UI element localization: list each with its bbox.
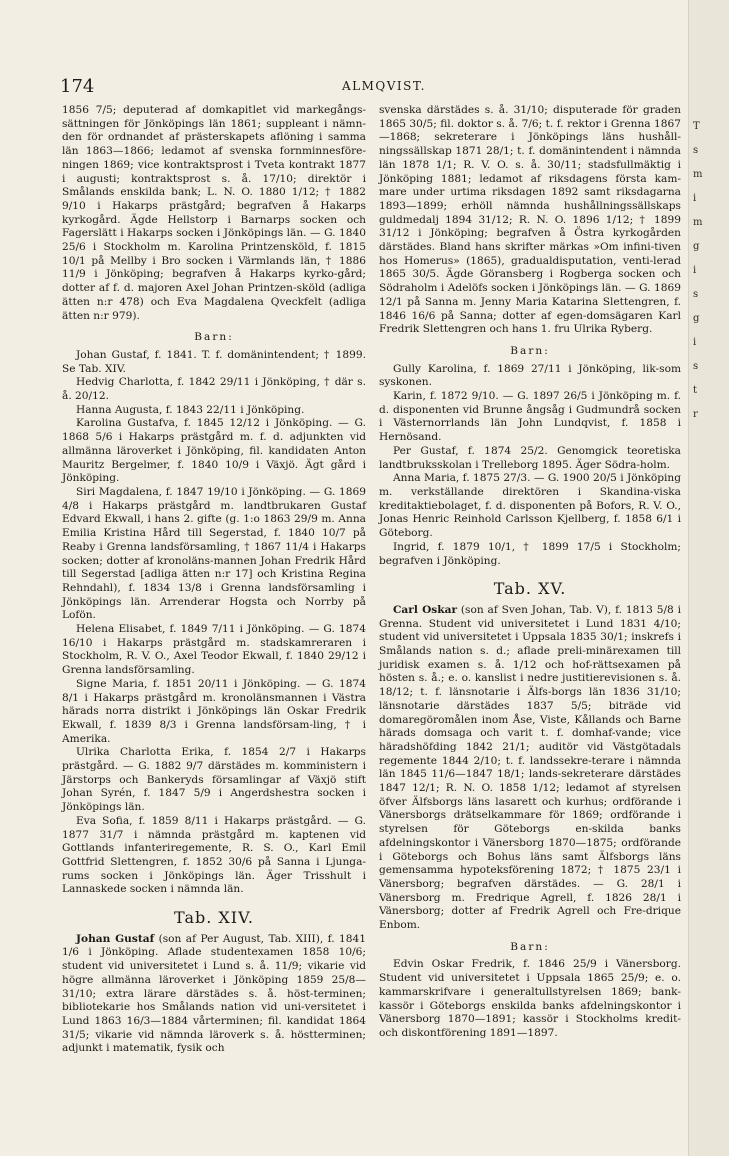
left-column	[62, 104, 366, 1056]
table-entry-text: (son af Per August, Tab. XIII), f. 1841 1/6 i Jönköping. Aflade studentexamen 1858 10/6; student vid universitetet i Lund s. å. 11/9; vikarie vid högre allmänna läroverket i Jönköping 1859 25/8—31/10; extra lärare därstädes s. å. höst-terminen; bibliotekarie hos Smålands nation vid uni-versitetet i Lund 1863 16/3—1884 vårterminen; fil. kandidat 1864 31/5; vikarie vid nämnda läroverk s. å. höstterminen; adjunkt i matematik, fysik och	[62, 932, 366, 1055]
adjacent-page-letters	[693, 115, 727, 427]
child-entry: Karolina Gustafva, f. 1845 12/12 i Jönköping. — G. 1868 5/6 i Hakarps prästgård m. f. d. adjunkten vid allmänna läroverket i Jönköping, fil. kandidaten Anton Mauritz Bergelmer, f. 1840 10/9 i Växjö. Ägt gård i Jönköping.	[62, 417, 366, 485]
page-number: 174	[60, 76, 95, 97]
edge-letter: g	[693, 241, 700, 252]
page-header	[60, 76, 680, 98]
child-entry: Per Gustaf, f. 1874 25/2. Genomgick teoretiska landtbruksskolan i Trelleborg 1895. Äger Södra-holm.	[379, 444, 681, 471]
table-heading: Tab. XV.	[493, 579, 567, 599]
edge-letter: m	[693, 217, 703, 228]
table-entry	[379, 604, 681, 933]
edge-letter: s	[693, 289, 699, 300]
edge-letter: i	[693, 265, 697, 276]
person-name: Carl Oskar	[393, 603, 458, 616]
child-entry: Signe Maria, f. 1851 20/11 i Jönköping. — G. 1874 8/1 i Hakarps prästgård m. kronolänsmannen i Västra härads norra distrikt i Jönköpings län Oskar Fredrik Ekwall, f. 1839 8/3 i Grenna landsförsam-ling, † i Amerika.	[62, 677, 366, 745]
right-column	[379, 104, 681, 1041]
child-entry: Ingrid, f. 1879 10/1, † 1899 17/5 i Stockholm; begrafven i Jönköping.	[379, 540, 681, 567]
child-entry: Ulrika Charlotta Erika, f. 1854 2/7 i Hakarps prästgård. — G. 1882 9/7 därstädes m. komministern i Järstorps och Bankeryds församlingar af Växjö stift Johan Syrén, f. 1847 5/9 i Angerdshestra socken i Jönköpings län.	[62, 746, 366, 814]
table-entry-text: (son af Sven Johan, Tab. V), f. 1813 5/8 i Grenna. Student vid universitetet i Lund 1831 4/10; student vid universitetet i Uppsala 1835 30/1; inskrefs i Smålands nation s. d.; aflade preli-minärexamen till juridisk examen s. å. 1/12 och hof-rättsexamen på hösten s. å.; e. o. kanslist i nedre justitierevisionen s. å. 18/12; t. f. länsnotarie i Älfs-borgs län 1836 31/10; länsnotarie därstädes 1837 5/5; biträde vid domaregöromålen inom Åse, Viste, Kållands och Barne härads domsaga och varit t. f. domhaf-vande; vice häradshöfding 1842 21/1; auditör vid Västgötadals regemente 1844 2/10; t. f. landssekre-terare i nämnda län 1845 11/6—1847 18/1; lands-sekreterare därstädes 1847 12/1; R. N. O. 1858 1/12; ledamot af styrelsen öfver Älfsborgs läns lasarett och kurhus; ordförande i Vänersborgs drätselkammare för 1869; ordförande i styrelsen för Göteborgs en-skilda banks afdelningskontor i Vänersborg 1870—1875; ordförande i Göteborgs och Bohus läns samt Älfsborgs läns gemensamma hypoteksförening 1872; † 1875 23/1 i Vänersborg; begrafven därstädes. — G. 28/1 i Vänersborg m. Fredrique Agrell, f. 1826 28/1 i Vänersborg; dotter af Fredrik Agrell och Fre-drique Enbom.	[379, 603, 681, 932]
edge-letter: T	[693, 121, 700, 132]
child-entry: Karin, f. 1872 9/10. — G. 1897 26/5 i Jönköping m. f. d. disponenten vid Brunne ångsåg i Gudmundrå socken i Västernorrlands län John Lundqvist, f. 1858 i Hernösand.	[379, 390, 681, 444]
child-entry: Helena Elisabet, f. 1849 7/11 i Jönköping. — G. 1874 16/10 i Hakarps prästgård m. stadskamreraren i Stockholm, R. V. O., Axel Teodor Ekwall, f. 1840 29/12 i Grenna landsförsamling.	[62, 623, 366, 677]
adjacent-page-edge	[688, 0, 729, 1156]
child-entry: Gully Karolina, f. 1869 27/11 i Jönköping, lik-som syskonen.	[379, 362, 681, 389]
child-entry: Hanna Augusta, f. 1843 22/11 i Jönköping.	[76, 403, 305, 416]
child-entry: Edvin Oskar Fredrik, f. 1846 25/9 i Vänersborg. Student vid universitetet i Uppsala 1865 25/9; e. o. kammarskrifvare i generaltullstyrelsen 1869; bank-kassör i Göteborgs enskilda banks afdelningskontor i Vänersborg 1870—1891; kassör i Stockholms kredit-och diskontförening 1891—1897.	[379, 958, 681, 1039]
edge-letter: t	[693, 385, 698, 396]
child-entry: Siri Magdalena, f. 1847 19/10 i Jönköping. — G. 1869 4/8 i Hakarps prästgård m. landtbrukaren Gustaf Edvard Ekwall, i hans 2. gifte (g. 1:o 1863 29/9 m. Anna Emilia Kristina Hård till Segerstad, f. 1840 10/7 på Reaby i Grenna landsförsamling, † 1867 11/4 i Hakarps socken; dotter af kronoläns-mannen Johan Fredrik Hård till Segerstad [adliga ätten n:r 17] och Kristina Regina Rehndahl), f. 1834 13/8 i Grenna landsförsamling i Jönköpings län. Arrenderar Hogsta och Norrby på Lofön.	[62, 485, 366, 622]
edge-letter: s	[693, 361, 699, 372]
edge-letter: i	[693, 337, 697, 348]
person-name: Johan Gustaf	[76, 932, 155, 945]
table-entry	[62, 933, 366, 1056]
child-entry: Anna Maria, f. 1875 27/3. — G. 1900 20/5 i Jönköping m. verkställande direktören i Skandina-viska kreditaktiebolaget, f. d. disponenten på Bofors, R. V. O., Jonas Henric Reinhold Carlsson Kjellberg, f. 1858 6/1 i Göteborg.	[379, 472, 681, 540]
edge-letter: s	[693, 145, 699, 156]
continued-entry-text: svenska därstädes s. å. 31/10; disputerade för graden 1865 30/5; fil. doktor s. å. 7/6; t. f. rektor i Grenna 1867—1868; sekreterare i Jönköpings läns hushåll-ningssällskap 1871 28/1; t. f. domänintendent i nämnda län 1878 1/1; R. V. O. s. å. 30/11; stadsfullmäktig i Jönköping 1881; ledamot af riksdagens första kam-mare under urtima riksdagen 1892 samt riksdagarna 1893—1899; erhöll nämnda hushållningssällskaps guldmedalj 1894 31/12; R. N. O. 1896 1/12; † 1899 31/12 i Jönköping; begrafven å Östra kyrkogården därstädes. Bland hans skrifter märkas »Om infini-tiven hos Homerus» (1865), gradualdisputation, venti-lerad 1865 30/5. Ägde Göransberg i Rogberga socken och Södraholm i Adelöfs socken i Jönköpings län. — G. 1869 12/1 på Sanna m. Jenny Maria Katarina Slettengren, f. 1846 16/6 på Sanna; dotter af egen-domsägaren Karl Fredrik Slettengren och hans 1. fru Ulrika Ryberg.	[379, 104, 681, 336]
table-heading: Tab. XIV.	[174, 908, 254, 928]
edge-letter: m	[693, 169, 703, 180]
children-heading: Barn:	[510, 940, 550, 953]
edge-letter: g	[693, 313, 700, 324]
child-entry: Johan Gustaf, f. 1841. T. f. domänintendent; † 1899. Se Tab. XIV.	[62, 348, 366, 375]
children-heading: Barn:	[194, 331, 234, 344]
continued-entry-text: 1856 7/5; deputerad af domkapitlet vid markegångs-sättningen för Jönköpings län 1861; suppleant i nämn-den för ordnandet af prästerskapets aflöning i samma län 1863—1866; ledamot af svenska fornminnesföre-ningen 1869; vice kontraktsprost i Tveta kontrakt 1877 i augusti; kontraktsprost s. å. 17/10; direktör i Smålands enskilda bank; L. N. O. 1880 1/12; † 1882 9/10 i Hakarps prästgård; begrafven å Hakarps kyrkogård. Ägde Hellstorp i Barnarps socken och Fagerslätt i Hakarps socken i Jönköpings län. — G. 1840 25/6 i Stockholm m. Karolina Printzensköld, f. 1815 10/1 på Mellby i Bro socken i Värmlands län, † 1886 11/9 i Jönköping; begrafven å Hakarps kyrko-gård; dotter af f. d. majoren Axel Johan Printzen-sköld (adliga ätten n:r 478) och Eva Magdalena Qveckfelt (adliga ätten n:r 979).	[62, 104, 366, 322]
edge-letter: i	[693, 193, 697, 204]
child-entry: Eva Sofia, f. 1859 8/11 i Hakarps prästgård. — G. 1877 31/7 i nämnda prästgård m. kaptenen vid Gottlands infanteriregemente, R. S. O., Karl Emil Gottfrid Slettengren, f. 1852 30/6 på Sanna i Ljunga-rums socken i Jönköpings län. Äger Trisshult i Lannaskede socken i nämnda län.	[62, 814, 366, 896]
child-entry: Hedvig Charlotta, f. 1842 29/11 i Jönköping, † där s. å. 20/12.	[62, 376, 366, 403]
running-head: ALMQVIST.	[342, 79, 426, 93]
children-heading: Barn:	[510, 344, 550, 357]
edge-letter: r	[693, 409, 698, 420]
